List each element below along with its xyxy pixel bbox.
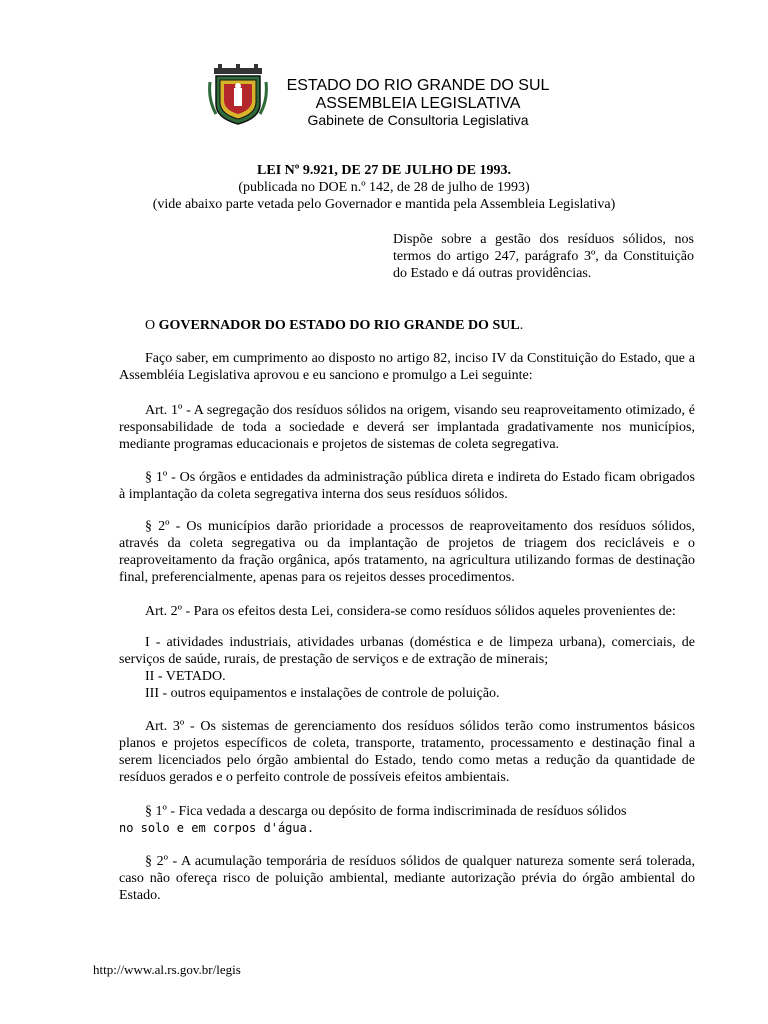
article-3-paragraph-1-line-2: no solo e em corpos d'água. bbox=[119, 821, 315, 835]
article-3-paragraph-1-line-1: § 1º - Fica vedada a descarga ou depósito de forma indiscriminada de resíduos sólidos bbox=[145, 804, 627, 819]
article-2-item-ii: II - VETADO. bbox=[145, 669, 226, 684]
article-2-item-iii: III - outros equipamentos e instalações de controle de poluição. bbox=[145, 686, 500, 701]
header-assembly-name: ASSEMBLEIA LEGISLATIVA bbox=[315, 95, 521, 112]
governor-name: GOVERNADOR DO ESTADO DO RIO GRANDE DO SUL bbox=[158, 318, 520, 333]
law-ementa: Dispõe sobre a gestão dos resíduos sólidos, nos termos do artigo 247, parágrafo 3º, da Constituição do Estado e dá outras providências. bbox=[393, 232, 694, 281]
article-1-paragraph-2: § 2º - Os municípios darão prioridade a processos de reaproveitamento dos resíduos sólidos, através da coleta segregativa ou da implantação de projetos de triagem dos recicláveis e o reaproveitamento da fração orgânica, após tratamento, na agricultura utilizando formas de destinação final, preferencialmente, apenas para os rejeitos desses procedimentos. bbox=[119, 519, 695, 585]
governor-prefix: O bbox=[145, 318, 159, 333]
article-1-paragraph-1: § 1º - Os órgãos e entidades da administração pública direta e indireta do Estado ficam obrigados à implantação da coleta segregativa interna dos seus resíduos sólidos. bbox=[119, 470, 695, 502]
state-coat-of-arms-icon bbox=[208, 64, 268, 126]
preamble-paragraph: Faço saber, em cumprimento ao disposto no artigo 82, inciso IV da Constituição do Estado, que a Assembléia Legislativa aprovou e eu sanciono e promulgo a Lei seguinte: bbox=[119, 351, 695, 383]
footer-url-link[interactable]: http://www.al.rs.gov.br/legis bbox=[93, 962, 241, 977]
article-2-item-i: I - atividades industriais, atividades urbanas (doméstica e de limpeza urbana), comerciais, de serviços de saúde, rurais, de prestação de serviços e de extração de minerais; bbox=[119, 635, 695, 667]
article-1: Art. 1º - A segregação dos resíduos sólidos na origem, visando seu reaproveitamento otimizado, é responsabilidade de toda a sociedade e deverá ser implantada gradativamente nos municípios, mediante programas educacionais e projetos de sistemas de coleta segregativa. bbox=[119, 403, 695, 452]
header-cabinet-name: Gabinete de Consultoria Legislativa bbox=[307, 112, 529, 128]
publication-note: (publicada no DOE n.º 142, de 28 de julho de 1993) bbox=[238, 180, 530, 195]
article-3-paragraph-1 bbox=[119, 803, 695, 837]
article-3-paragraph-2: § 2º - A acumulação temporária de resíduos sólidos de qualquer natureza somente será tolerada, caso não ofereça risco de poluição ambiental, mediante autorização prévia do órgão ambiental do Estado. bbox=[119, 854, 695, 903]
law-title: LEI Nº 9.921, DE 27 DE JULHO DE 1993. bbox=[257, 163, 511, 178]
article-3: Art. 3º - Os sistemas de gerenciamento dos resíduos sólidos terão como instrumentos básicos planos e projetos específicos de coleta, transporte, tratamento, processamento e destinação final a serem licenciados pelo órgão ambiental do Estado, tendo como metas a redução da quantidade de resíduos gerados e o perfeito controle de possíveis efeitos ambientais. bbox=[119, 719, 695, 785]
header-state-name: ESTADO DO RIO GRANDE DO SUL bbox=[286, 77, 550, 94]
governor-suffix: . bbox=[519, 318, 524, 333]
governor-heading bbox=[119, 317, 695, 334]
article-2: Art. 2º - Para os efeitos desta Lei, considera-se como resíduos sólidos aqueles provenientes de: bbox=[145, 604, 676, 619]
veto-note: (vide abaixo parte vetada pelo Governador e mantida pela Assembleia Legislativa) bbox=[152, 197, 616, 212]
